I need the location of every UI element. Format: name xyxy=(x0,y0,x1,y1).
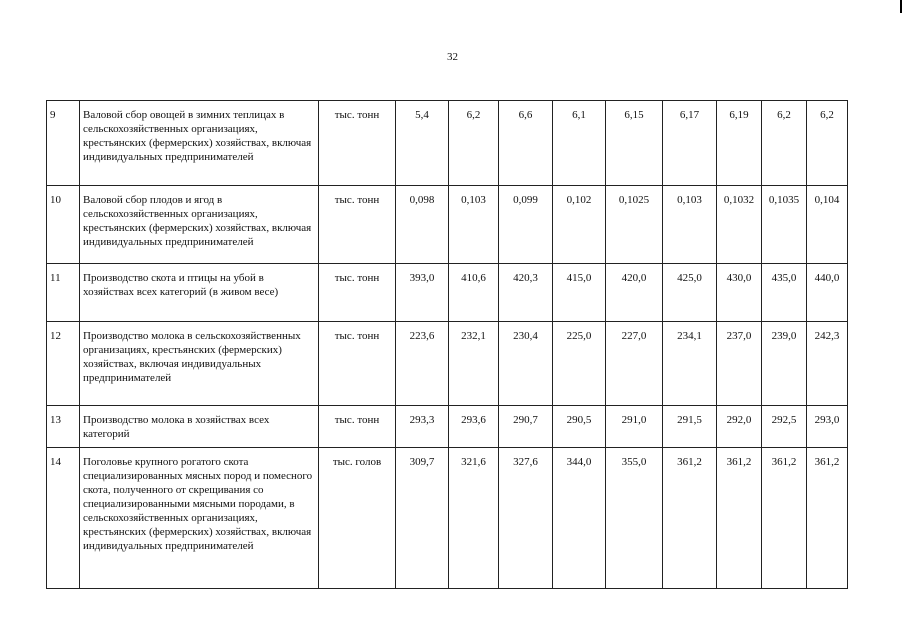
value-cell: 355,0 xyxy=(606,448,663,589)
value-cell: 6,2 xyxy=(807,101,848,186)
scan-edge-mark xyxy=(900,0,902,13)
row-number: 10 xyxy=(47,186,80,264)
page-number: 32 xyxy=(447,51,458,63)
value-cell: 290,5 xyxy=(553,406,606,448)
table-row xyxy=(47,186,848,264)
unit-cell: тыс. тонн xyxy=(319,406,396,448)
value-cell: 361,2 xyxy=(717,448,762,589)
value-cell: 0,102 xyxy=(553,186,606,264)
value-cell: 225,0 xyxy=(553,322,606,406)
value-cell: 430,0 xyxy=(717,264,762,322)
value-cell: 435,0 xyxy=(762,264,807,322)
value-cell: 230,4 xyxy=(499,322,553,406)
value-cell: 440,0 xyxy=(807,264,848,322)
value-cell: 393,0 xyxy=(396,264,449,322)
value-cell: 420,0 xyxy=(606,264,663,322)
value-cell: 0,099 xyxy=(499,186,553,264)
value-cell: 239,0 xyxy=(762,322,807,406)
value-cell: 292,5 xyxy=(762,406,807,448)
indicator-name: Производство молока в хозяйствах всех категорий xyxy=(80,406,319,448)
unit-cell: тыс. голов xyxy=(319,448,396,589)
value-cell: 309,7 xyxy=(396,448,449,589)
value-cell: 0,098 xyxy=(396,186,449,264)
value-cell: 291,0 xyxy=(606,406,663,448)
value-cell: 234,1 xyxy=(663,322,717,406)
row-number: 14 xyxy=(47,448,80,589)
value-cell: 237,0 xyxy=(717,322,762,406)
table-row xyxy=(47,101,848,186)
unit-cell: тыс. тонн xyxy=(319,264,396,322)
value-cell: 361,2 xyxy=(762,448,807,589)
table-row xyxy=(47,264,848,322)
value-cell: 0,1032 xyxy=(717,186,762,264)
indicator-name: Производство скота и птицы на убой в хозяйствах всех категорий (в живом весе) xyxy=(80,264,319,322)
value-cell: 361,2 xyxy=(663,448,717,589)
table-row xyxy=(47,448,848,589)
unit-cell: тыс. тонн xyxy=(319,186,396,264)
value-cell: 321,6 xyxy=(449,448,499,589)
value-cell: 232,1 xyxy=(449,322,499,406)
unit-cell: тыс. тонн xyxy=(319,101,396,186)
value-cell: 290,7 xyxy=(499,406,553,448)
indicator-name: Валовой сбор плодов и ягод в сельскохозяйственных организациях, крестьянских (фермерских) хозяйствах, включая индивидуальных предпринимателей xyxy=(80,186,319,264)
indicator-name: Валовой сбор овощей в зимних теплицах в сельскохозяйственных организациях, крестьянских (фермерских) хозяйствах, включая индивидуальных предпринимателей xyxy=(80,101,319,186)
value-cell: 410,6 xyxy=(449,264,499,322)
value-cell: 293,3 xyxy=(396,406,449,448)
table-row xyxy=(47,406,848,448)
value-cell: 6,6 xyxy=(499,101,553,186)
value-cell: 0,104 xyxy=(807,186,848,264)
value-cell: 415,0 xyxy=(553,264,606,322)
indicator-name: Производство молока в сельскохозяйственных организациях, крестьянских (фермерских) хозяйствах, включая индивидуальных предпринимателей xyxy=(80,322,319,406)
value-cell: 327,6 xyxy=(499,448,553,589)
value-cell: 6,2 xyxy=(449,101,499,186)
row-number: 9 xyxy=(47,101,80,186)
value-cell: 242,3 xyxy=(807,322,848,406)
value-cell: 227,0 xyxy=(606,322,663,406)
value-cell: 5,4 xyxy=(396,101,449,186)
value-cell: 361,2 xyxy=(807,448,848,589)
indicators-table xyxy=(46,100,848,589)
value-cell: 0,1035 xyxy=(762,186,807,264)
unit-cell: тыс. тонн xyxy=(319,322,396,406)
value-cell: 425,0 xyxy=(663,264,717,322)
value-cell: 0,1025 xyxy=(606,186,663,264)
value-cell: 344,0 xyxy=(553,448,606,589)
value-cell: 293,6 xyxy=(449,406,499,448)
value-cell: 6,1 xyxy=(553,101,606,186)
indicator-name: Поголовье крупного рогатого скота специализированных мясных пород и помесного скота, полученного от скрещивания со специализированными мясными породами, в сельскохозяйственных организациях, крестьянских (фермерских) хозяйствах, включая индивидуальных предпринимателей xyxy=(80,448,319,589)
row-number: 13 xyxy=(47,406,80,448)
value-cell: 293,0 xyxy=(807,406,848,448)
value-cell: 0,103 xyxy=(449,186,499,264)
value-cell: 292,0 xyxy=(717,406,762,448)
value-cell: 6,15 xyxy=(606,101,663,186)
value-cell: 0,103 xyxy=(663,186,717,264)
value-cell: 6,17 xyxy=(663,101,717,186)
value-cell: 6,2 xyxy=(762,101,807,186)
value-cell: 420,3 xyxy=(499,264,553,322)
value-cell: 6,19 xyxy=(717,101,762,186)
value-cell: 291,5 xyxy=(663,406,717,448)
row-number: 12 xyxy=(47,322,80,406)
row-number: 11 xyxy=(47,264,80,322)
table-row xyxy=(47,322,848,406)
value-cell: 223,6 xyxy=(396,322,449,406)
